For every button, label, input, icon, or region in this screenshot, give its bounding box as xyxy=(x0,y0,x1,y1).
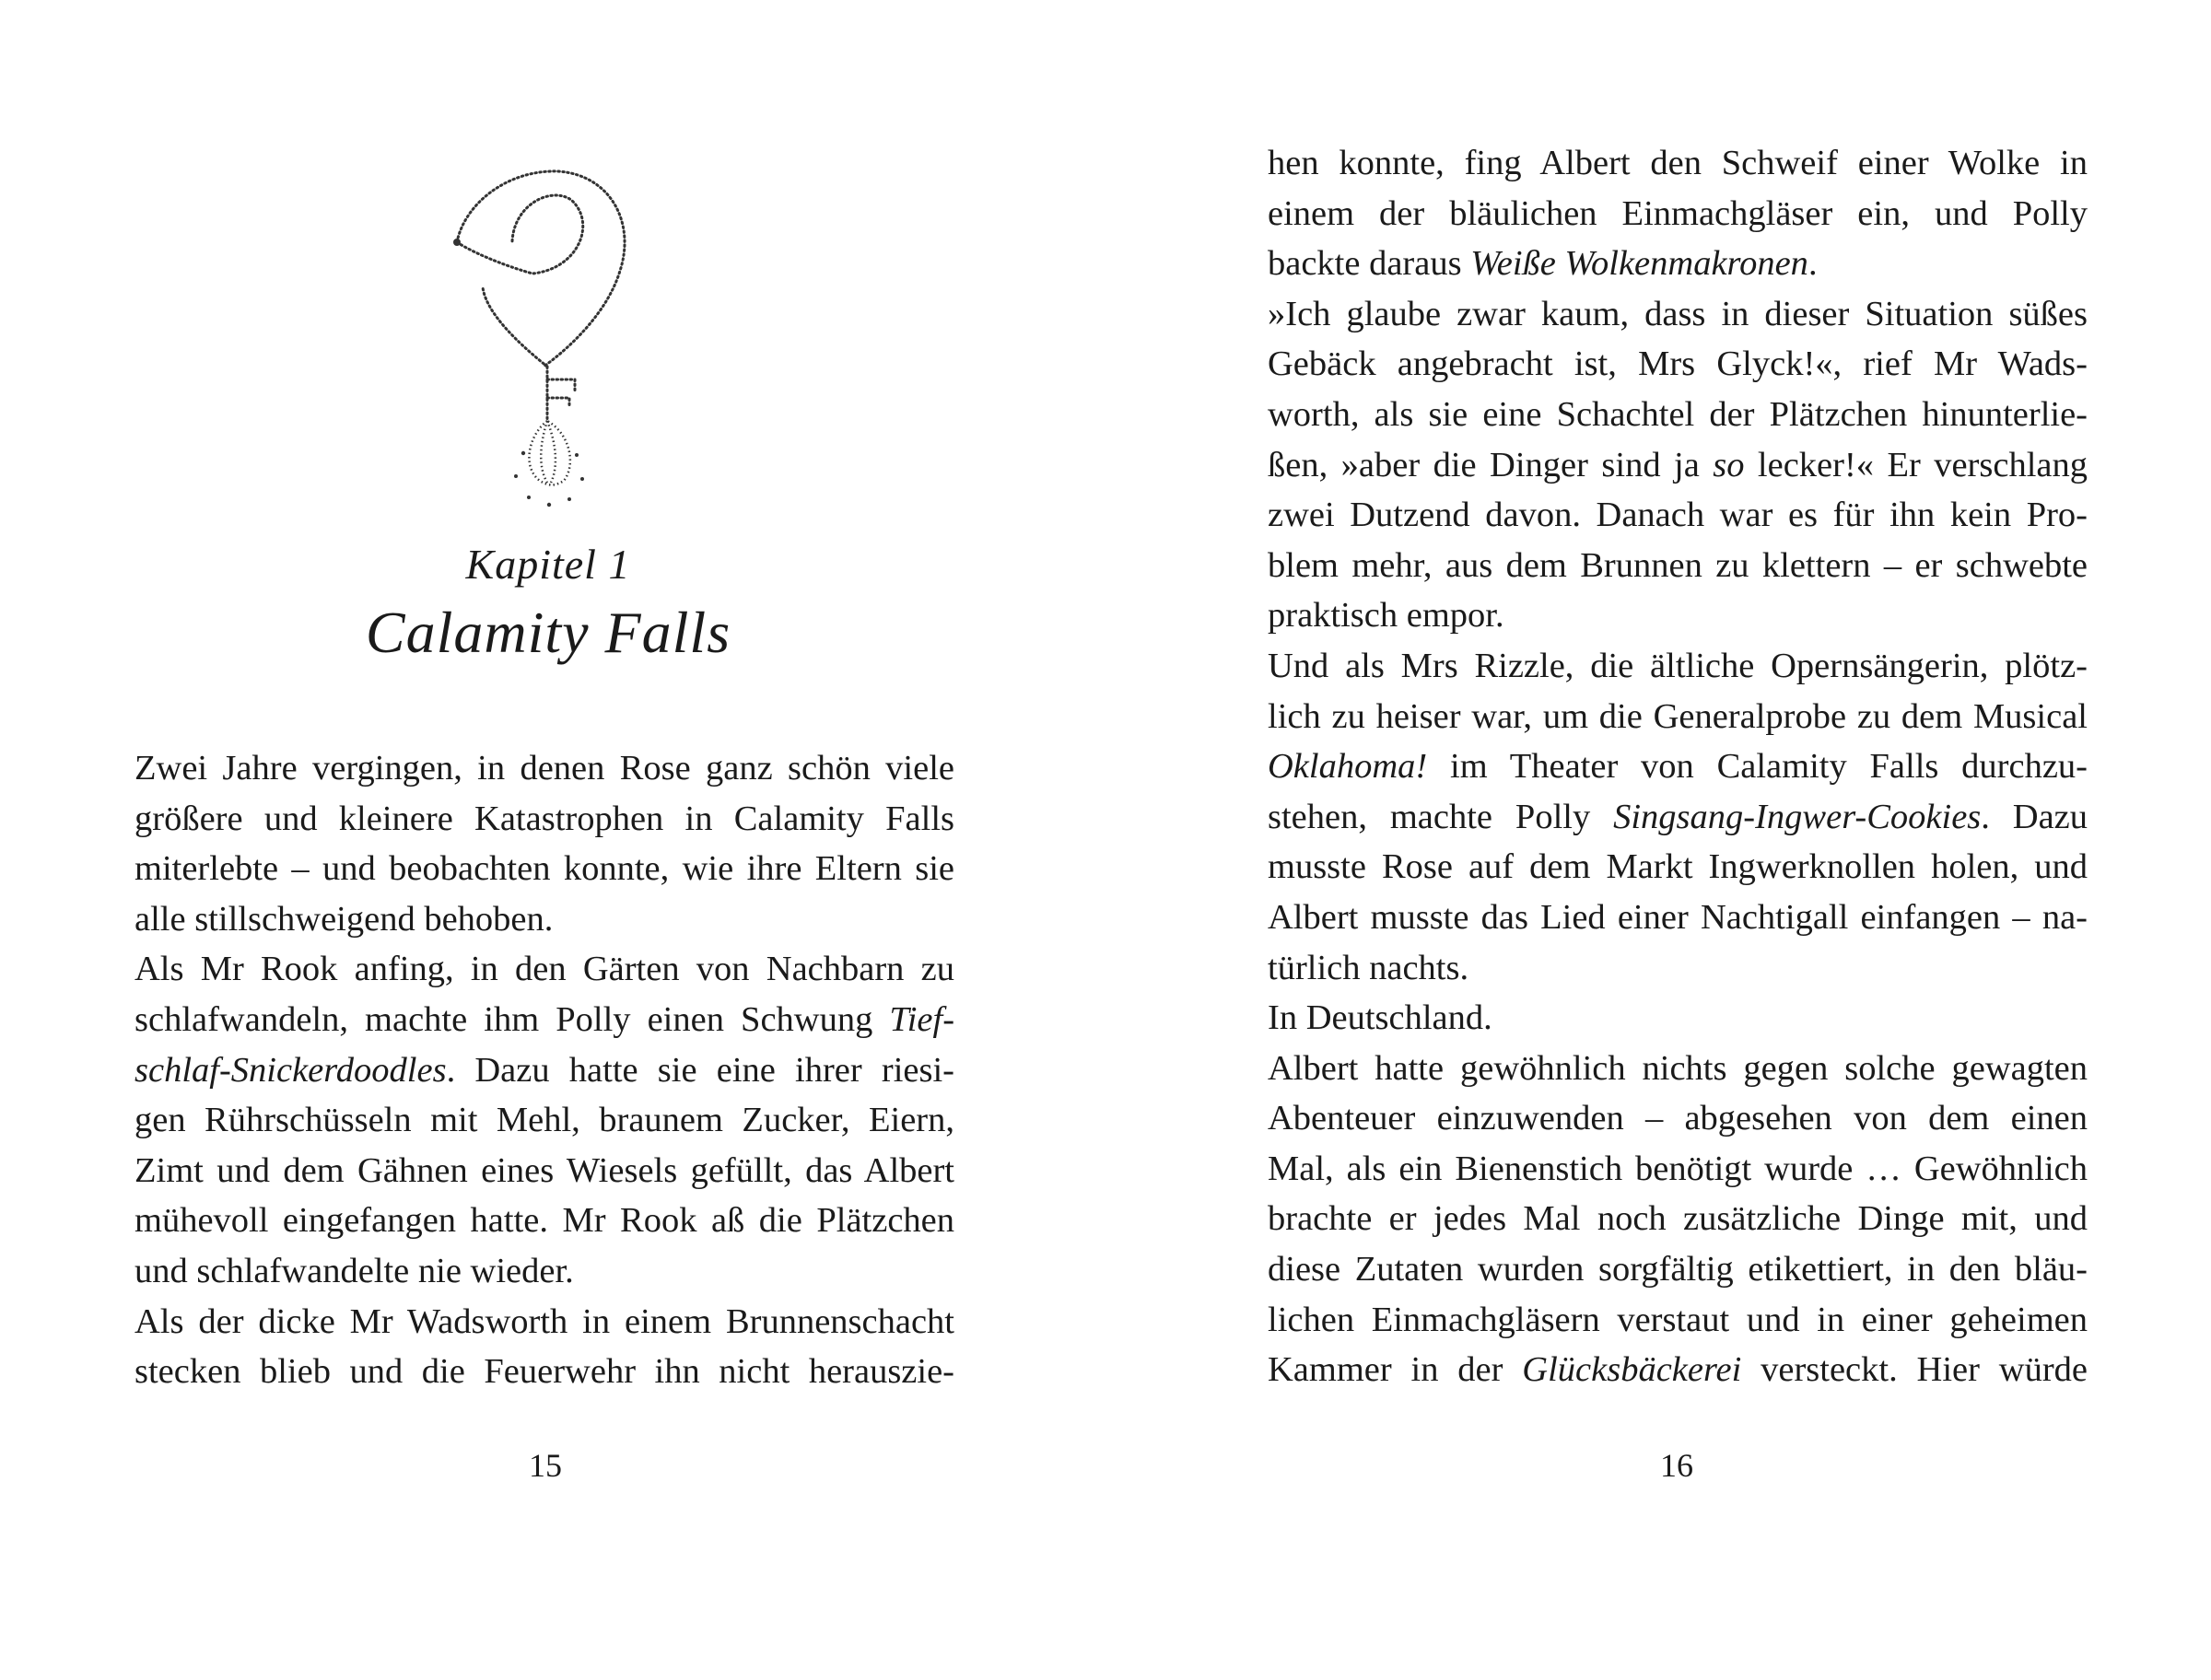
text-line: worth, als sie eine Schachtel der Plätzchen hinunterlie- xyxy=(1268,394,2088,434)
text-line: Albert hatte gewöhnlich nichts gegen solche gewagten xyxy=(1268,1048,2088,1088)
text-line: stehen, machte Polly Singsang-Ingwer-Cookies. Dazu xyxy=(1268,797,2088,836)
body-text xyxy=(1268,138,2088,1395)
text-line: hen konnte, fing Albert den Schweif einer Wolke in xyxy=(1268,144,2088,182)
text-line: Gebäck angebracht ist, Mrs Glyck!«, rief Mr Wads- xyxy=(1268,344,2088,384)
text-line: Als Mr Rook anfing, in den Gärten von Nachbarn zu xyxy=(135,950,954,989)
text-line: Abenteuer einzuwenden – abgesehen von dem einen xyxy=(1268,1099,2088,1138)
text-line: lich zu heiser war, um die Generalprobe zu dem Musical xyxy=(1268,696,2088,736)
text-line: lichen Einmachgläsern verstaut und in einer geheimen xyxy=(1268,1300,2088,1339)
key-whisk-icon xyxy=(440,149,652,518)
chapter-label: Kapitel 1 xyxy=(465,541,631,588)
text-line: Albert musste das Lied einer Nachtigall einfangen – na- xyxy=(1268,897,2088,937)
text-line: ßen, »aber die Dinger sind ja so lecker!« Er verschlang xyxy=(1268,445,2088,484)
text-line: Als der dicke Mr Wadsworth in einem Brunnenschacht xyxy=(135,1301,954,1341)
text-line: miterlebte – und beobachten konnte, wie ihre Eltern sie xyxy=(135,849,954,889)
text-line: schlaf-Snickerdoodles. Dazu hatte sie eine ihrer riesi- xyxy=(135,1050,954,1090)
text-line: türlich nachts. xyxy=(1268,948,1469,987)
text-line: Kammer in der Glücksbäckerei versteckt. Hier würde xyxy=(1268,1350,2088,1390)
text-line: diese Zutaten wurden sorgfältig etikettiert, in den bläu- xyxy=(1268,1250,2088,1289)
text-line: gen Rührschüsseln mit Mehl, braunem Zucker, Eiern, xyxy=(135,1101,954,1140)
text-line: einem der bläulichen Einmachgläser ein, und Polly xyxy=(1268,193,2088,233)
text-line: stecken blieb und die Feuerwehr ihn nicht herauszie- xyxy=(135,1352,954,1392)
text-line: Und als Mrs Rizzle, die ältliche Opernsängerin, plötz- xyxy=(1268,646,2088,685)
text-line: alle stillschweigend behoben. xyxy=(135,899,554,939)
right-page xyxy=(1106,0,2211,1680)
text-line: backte daraus Weiße Wolkenmakronen. xyxy=(1268,244,1818,284)
text-line: Zwei Jahre vergingen, in denen Rose ganz schön viele xyxy=(135,749,954,788)
chapter-title: Calamity Falls xyxy=(365,600,731,665)
text-line: Oklahoma! im Theater von Calamity Falls durchzu- xyxy=(1268,747,2088,787)
text-line: musste Rose auf dem Markt Ingwerknollen holen, und xyxy=(1268,847,2088,887)
page-number: 16 xyxy=(1660,1447,1693,1484)
text-line: »Ich glaube zwar kaum, dass in dieser Situation süßes xyxy=(1268,294,2088,333)
text-line: brachte er jedes Mal noch zusätzliche Dinge mit, und xyxy=(1268,1199,2088,1239)
text-line: Zimt und dem Gähnen eines Wiesels gefüllt, das Albert xyxy=(135,1150,954,1190)
page-number: 15 xyxy=(529,1447,562,1484)
text-line: schlafwandeln, machte ihm Polly einen Schwung Tief- xyxy=(135,999,955,1039)
text-line: blem mehr, aus dem Brunnen zu klettern – er schwebte xyxy=(1268,545,2088,585)
text-line: mühevoll eingefangen hatte. Mr Rook aß die Plätzchen xyxy=(135,1201,954,1241)
text-line: und schlafwandelte nie wieder. xyxy=(135,1251,574,1290)
text-line: größere und kleinere Katastrophen in Calamity Falls xyxy=(135,799,954,838)
text-line: Mal, als ein Bienenstich benötigt wurde … Gewöhnlich xyxy=(1268,1149,2088,1188)
text-line: praktisch empor. xyxy=(1268,596,1504,636)
text-line: In Deutschland. xyxy=(1268,998,1492,1038)
body-text xyxy=(135,743,954,1397)
text-line: zwei Dutzend davon. Danach war es für ihn kein Pro- xyxy=(1268,496,2088,535)
